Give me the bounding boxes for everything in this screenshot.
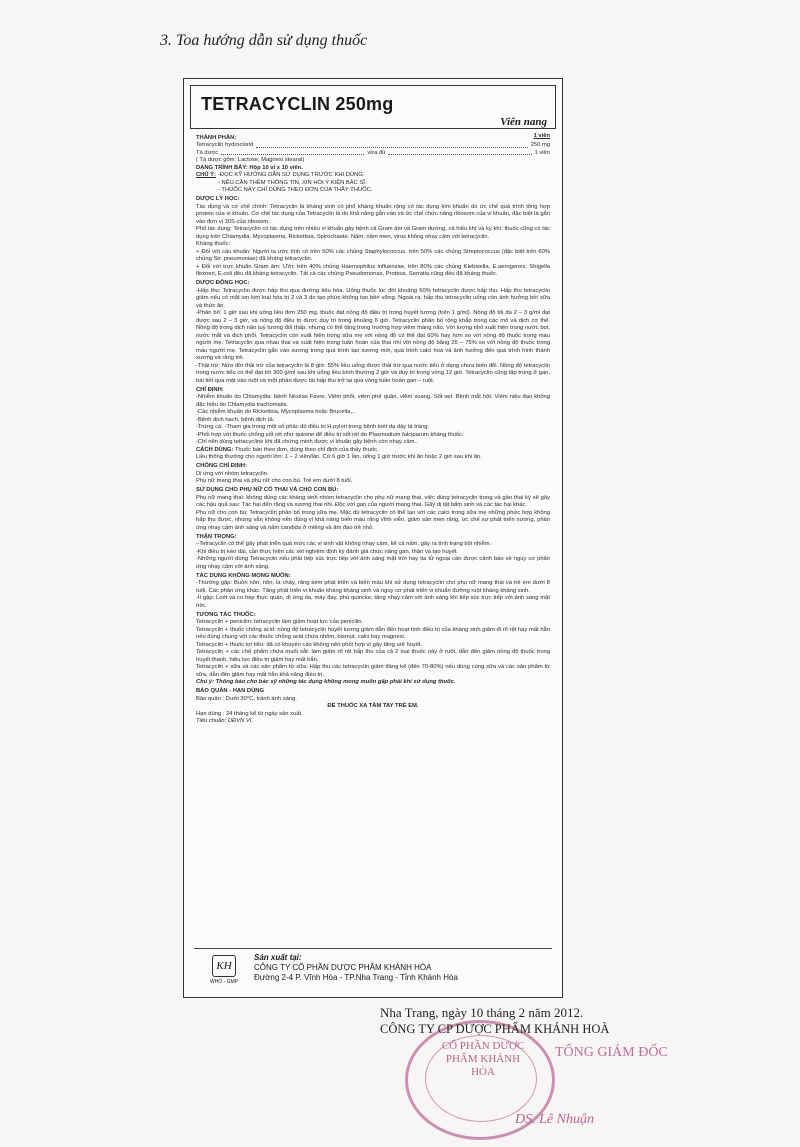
- dosage-text: Liều thông thường cho người lớn: 1 – 2 viên/lần. Cứ 6 giờ 1 lần, uống 1 giờ trước khi ăn hoặc 2 giờ sau khi ăn.: [196, 454, 482, 460]
- pharmacology-spectrum: Phổ tác dụng: Tetracyclin có tác dụng trên nhiều vi khuẩn gây bệnh cả Gram âm và Gram dương, cả hiếu khí và kỵ khí; thuốc cũng có tác dụng trên Chlamydia, Mycoplasma, Rickettsia, Spirochaete. Nấm, nấm men, virus không nhạy cảm với tetracyclin.: [196, 226, 550, 240]
- warning-block: [196, 172, 550, 195]
- adverse-rare: -Ít gặp: Loét và co hẹp thực quản, dị ứng da, mày đay, phù quincke, tăng nhạy cảm với ánh sáng khi tiếp xúc trực tiếp với ánh sáng mặt trời.: [196, 595, 550, 609]
- composition-per-unit: 1 viên: [533, 133, 550, 139]
- pk-distribution: -Phân bố: 1 giờ sau khi uống liều đơn 250 mg, thuốc đạt nồng độ điều trị trong huyết tương (trên 1 g/ml). Nồng độ tối đa 2 – 3 g/ml đạt được sau 2 – 3 giờ, và nồng độ điều trị được duy trì trong khoảng 6 giờ. Tetracyclin phân bố rộng khắp trong các mô và dịch cơ thể. Nồng độ trong dịch não tuỷ tương đối thấp, nhưng có thể tăng trong trường hợp viêm màng não. Với lượng nhỏ xuất hiện trong nước bọt, nước mắt và dịch phổi. Tetracyclin còn xuất hiện trong sữa mẹ với nồng độ có thể đạt 60% hay hơn so với nồng độ thuốc trong máu người mẹ. Tetracyclin qua nhau thai và xuất hiện trong tuần hoàn của thai nhi với nồng độ bằng 25 – 75% so với nồng độ thuốc trong máu người mẹ. Tetracyclin gắn vào xương trong quá trình tạo xương mới, quá trình calci hoá và ảnh hưởng đến quá trình hình thành xương và răng trẻ.: [196, 310, 550, 361]
- composition-header: [196, 133, 550, 142]
- manufacturer-name: CÔNG TY CỔ PHẦN DƯỢC PHẨM KHÁNH HÒA: [254, 963, 432, 972]
- warning-title: CHÚ Ý:: [196, 172, 216, 178]
- contraindication-item: Dị ứng với nhóm tetracyclin.: [196, 470, 269, 477]
- resistance-gram-negative: + Đối với trực khuẩn Gram âm: Ước trên 40% chủng Haemophilus influenzae, trên 80% các chủng Klebsiella, E.aerogenes, Shigella flexneri, E.coli đều đã kháng tetracyclin. Tất cả các chủng Pseudomonas, Proteus, Serratia cũng đều đã kháng thuốc.: [196, 263, 550, 277]
- manufacturer-address: Đường 2-4 P. Vĩnh Hòa - TP.Nha Trang - Tỉnh Khánh Hòa: [254, 973, 458, 982]
- indication-item: -Nhiễm khuẩn do Chlamydia: bệnh Nicolas Favre, Viêm phổi, viêm phế quản, viêm xoang. Sốt vẹt. Bệnh mắt hột. Viêm niệu đạo không đặc hiệu do Chlamydia trachomatis.: [196, 394, 550, 408]
- manufacturer-label: Sản xuất tại:: [254, 953, 302, 962]
- manufacturer-info: [254, 949, 458, 991]
- precaution-item: -Khi điều trị kéo dài, cần thực hiện các xét nghiệm định kỳ đánh giá chức năng gan, thận và tạo huyết.: [196, 548, 459, 555]
- section-title-pharmacology: DƯỢC LÝ HỌC:: [196, 196, 240, 202]
- section-title-indications: CHỈ ĐỊNH:: [196, 386, 224, 393]
- warning-line: - NẾU CẦN THÊM THÔNG TIN, XIN HỎI Ý KIẾN BÁC SĨ.: [218, 179, 367, 186]
- composition-excipient-row: [196, 150, 550, 158]
- section-title-storage: BẢO QUẢN - HẠN DÙNG: [196, 688, 264, 694]
- warning-line: -ĐỌC KỸ HƯỚNG DẪN SỬ DỤNG TRƯỚC KHI DÙNG.: [218, 172, 365, 178]
- storage-condition: Bảo quản : Dưới 30°C, tránh ánh sáng.: [196, 695, 297, 702]
- dosage-lead: Thuốc bán theo đơn, dùng theo chỉ định của thầy thuốc.: [234, 446, 379, 453]
- indication-item: -Trứng cá. -Tham gia trong một số phác đồ điều trị H.pylori trong bệnh loét dạ dày tá tràng.: [196, 424, 430, 430]
- indication-item: -Chỉ nên dùng tetracycline khi đã chứng minh được vi khuẩn gây bệnh còn nhạy cảm..: [196, 439, 418, 445]
- interaction-item: Tetracyclin + các chế phẩm chứa muối sắt: làm giảm rõ rệt hấp thu của cả 2 loại thuốc này ở ruột, dẫn đến giảm nồng độ thuốc trong huyết thanh, hiệu lực điều trị giảm hay mất hẳn.: [196, 649, 550, 663]
- page-heading: 3. Toa hướng dẫn sử dụng thuốc: [160, 32, 368, 49]
- precaution-item: –Tetracyclin có thể gây phát triển quá mức các vi sinh vật không nhạy cảm, kể cả nấm, gây ra tình trạng bội nhiễm.: [196, 541, 492, 547]
- section-title-precautions: THẬN TRỌNG:: [196, 533, 237, 540]
- section-title-interactions: TƯƠNG TÁC THUỐC:: [196, 611, 256, 618]
- section-title-pharmacokinetics: DƯỢC ĐỘNG HỌC:: [196, 280, 250, 286]
- logo-caption: WHO - GMP: [209, 979, 239, 985]
- resistance-title: Kháng thuốc:: [196, 241, 231, 247]
- section-title-contraindications: CHỐNG CHỈ ĐỊNH:: [196, 463, 247, 469]
- place-date: Nha Trang, ngày 10 tháng 2 năm 2012.: [380, 1005, 584, 1020]
- active-ingredient: Tetracyclin hydroclorid: [196, 142, 254, 148]
- pk-absorption: -Hấp thu: Tetracyclin được hấp thu qua đường tiêu hóa. Uống thuốc lúc đói khoảng 60% tetracyclin được hấp thu. Hấp thu tetracyclin giảm nếu có mặt ion kim loại hóa trị 2 và 3 do tạo phức không tan bền vững. Ngoài ra, hấp thu tetracyclin uống còn ảnh hưởng bởi sữa và thức ăn.: [196, 287, 550, 309]
- company-logo: [194, 949, 254, 991]
- storage-standard: Tiêu chuẩn: DĐVN VI.: [196, 718, 253, 724]
- interaction-item: Tetracyclin + thuốc chống acid: nồng độ tetracyclin huyết tương giảm dẫn đến hoạt tính điều trị của kháng sinh giảm đi rõ rệt hay mất hẳn nếu dùng chung với các thuốc chống acid chứa nhôm, bismut, calci hay magnesi.: [196, 626, 550, 640]
- director-title: TỔNG GIÁM ĐỐC: [555, 1045, 668, 1060]
- resistance-gram-positive: + Đối với cầu khuẩn: Người ta ước tính có trên 50% các chủng Staphylococcus, trên 50% các chủng Streptococcus (đặc biệt trên 60% chủng Str. pneumoniae) đã kháng tetracyclin.: [196, 248, 550, 262]
- pharmacology-text: Tác dụng và cơ chế chính: Tetracyclin là kháng sinh có phổ kháng khuẩn rộng có tác dụng kìm khuẩn do ức chế quá trình tổng hợp protein của vi khuẩn. Cơ chế tác dụng của Tetracyclin là do khả năng gắn vào và ức chế chức năng ribosom của vi khuẩn, đặc biệt là gắn vào đơn vị 30S của ribosom.: [196, 203, 550, 225]
- section-title-composition: THÀNH PHẦN:: [196, 134, 237, 141]
- signoff-block: [380, 1005, 609, 1037]
- excipient-note: ( Tá dược gồm: Lactose, Magnesi stearat): [196, 157, 305, 163]
- product-name: TETRACYCLIN 250mg: [201, 94, 394, 114]
- interaction-item: Tetracyclin + penicilin: tetracyclin làm giảm hoạt lực của penicilin.: [196, 619, 364, 625]
- section-title-adverse: TÁC DỤNG KHÔNG MONG MUỐN:: [196, 572, 291, 579]
- excipient-qs: vừa đủ: [367, 149, 386, 156]
- signoff-company: CÔNG TY CP DƯỢC PHẨM KHÁNH HOÀ: [380, 1022, 610, 1036]
- dosage-header: [196, 447, 550, 455]
- composition-active-row: [196, 142, 550, 150]
- interaction-item: Tetracyclin + sữa và các sản phẩm từ sữa: Hấp thu các tetracyclin giảm đáng kể (đến 70-80%) nếu dùng cùng sữa và các sản phẩm từ sữa, dẫn đến giảm hay mất hẳn khả năng điều trị.: [196, 664, 550, 678]
- leaflet-content: [184, 129, 562, 726]
- section-title-dosage: CÁCH DÙNG:: [196, 446, 234, 453]
- storage-children-warning: ĐỂ THUỐC XA TẦM TAY TRẺ EM.: [327, 703, 419, 709]
- pregnancy-text: Phụ nữ mang thai: không dùng các kháng sinh nhóm tetracyclin cho phụ nữ mang thai, việc dùng tetracyclin trong và gần thai kỳ sẽ gây các hậu quả sau: Tác hại đến răng và xương thai nhi. Độc với gan của người mang thai. Gây dị tật bẩm sinh và các tác hại khác.: [196, 494, 550, 508]
- logo-icon: KH: [212, 955, 236, 977]
- section-title-pregnancy: SỬ DỤNG CHO PHỤ NỮ CÓ THAI VÀ CHO CON BÚ:: [196, 487, 339, 493]
- warning-line: - THUỐC NÀY CHỈ DÙNG THEO ĐƠN CỦA THẦY THUỐC.: [218, 187, 373, 193]
- pack-info: DẠNG TRÌNH BÀY: Hộp 10 vỉ x 10 viên.: [196, 164, 303, 171]
- title-box: [190, 85, 556, 129]
- dosage-form: Viên nang: [500, 116, 547, 128]
- adverse-common: -Thường gặp: Buồn nôn, nôn, ỉa chảy, răng kém phát triển và biến màu khi sử dụng tetracyclin cho phụ nữ mang thai và trẻ em dưới 8 tuổi. Các phản ứng khác: Tăng phát triển vi khuẩn kháng kháng sinh và nguy cơ phát triển vi khuẩn đường ruột kháng kháng sinh.: [196, 580, 550, 594]
- signer-name: DS. Lê Nhuận: [515, 1112, 594, 1127]
- indication-item: -Phối hợp với thuốc chống sốt rét như quinine để điều trị sốt rét do Plasmodium falciparum kháng thuốc.: [196, 431, 464, 438]
- contraindication-item: Phụ nữ mang thai và phụ nữ cho con bú. Trẻ em dưới 8 tuổi.: [196, 478, 353, 484]
- indication-item: -Các nhiễm khuẩn do Rickettsia, Mycoplasma hoặc Brucella,..: [196, 409, 356, 415]
- nursing-text: Phụ nữ cho con bú: Tetracyclin phân bố trong sữa mẹ. Mặc dù tetracyclin có thể tạo với các calci trong sữa mẹ những phức hợp không hấp thu được, nhưng vẫn không nên dùng vì khả năng biến màu răng vĩnh viễn, giảm sản men răng, ức chế sự phát triển xương, phản ứng nhạy cảm ánh sáng và nấm candida ở miệng và âm đạo trẻ nhỏ.: [196, 509, 550, 531]
- storage-expiry: Hạn dùng : 24 tháng kể từ ngày sản xuất.: [196, 710, 303, 717]
- stamp-text: CỔ PHẦN DƯỢC PHẨM KHÁNH HÒA: [441, 1040, 525, 1078]
- precaution-item: -Những người dùng Tetracyclin nếu phải tiếp xúc trực tiếp với ánh sáng mặt trời hay tia tử ngoại cần được cảnh báo về nguy cơ phản ứng nhạy cảm với ánh sáng.: [196, 556, 550, 570]
- drug-leaflet: [183, 78, 563, 998]
- pk-elimination: -Thải trừ: Nửa đời thải trừ của tetracyclin là 8 giờ. 55% liều uống được thải trừ qua nước tiểu ở dạng chưa biến đổi. Nồng độ tetracyclin trong nước tiểu có thể đạt tới 300 g/ml sau khi uống liều bình thường 2 giờ và duy trì trong vòng 12 giờ. Tetracyclin cũng tập trung ở gan, bài tiết qua mật vào ruột và một phần được tái hấp thu trở lại qua vòng tuần hoàn gan – ruột.: [196, 362, 550, 384]
- excipient-label: Tá dược: [196, 149, 219, 156]
- interaction-item: Tetracyclin + thuốc lợi tiểu: đã có khuyến cáo không nên phối hợp vì gây tăng urê huyết.: [196, 641, 423, 648]
- indication-item: -Bệnh dịch hạch, bệnh dịch tả.: [196, 416, 275, 423]
- excipient-amount: 1 viên: [534, 149, 550, 156]
- active-amount: 250 mg: [530, 142, 550, 148]
- interaction-note: Chú ý: Thông báo cho bác sỹ những tác dụng không mong muốn gặp phải khi sử dụng thuốc.: [196, 679, 456, 685]
- manufacturer-footer: [194, 948, 552, 991]
